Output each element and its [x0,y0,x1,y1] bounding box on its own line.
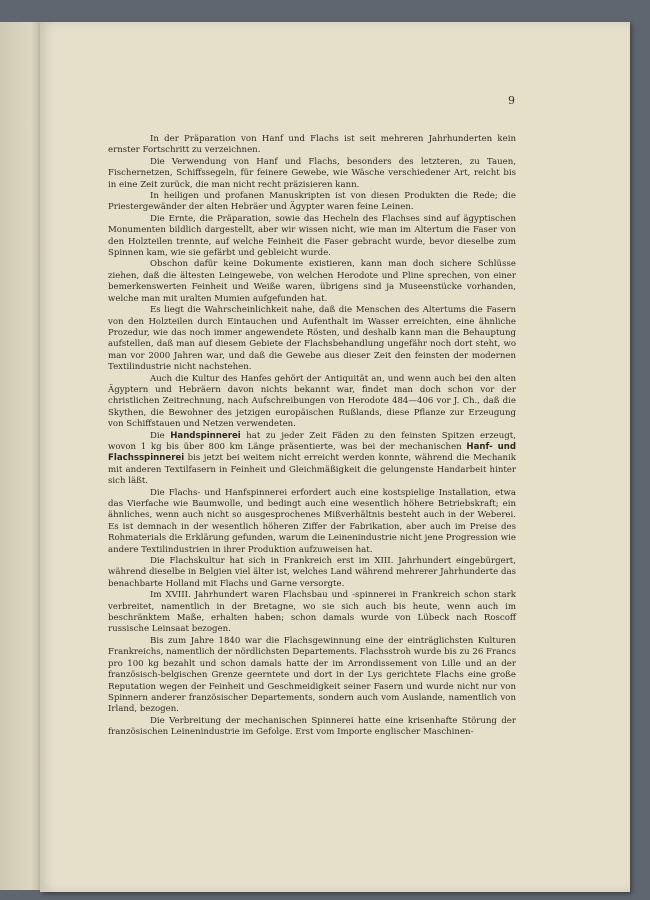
paragraph-8-text-a: Die [150,430,171,441]
facing-page-edge [0,22,44,890]
paragraph-12: Bis zum Jahre 1840 war die Flachsgewinnung eine der einträglichsten Kulturen Frankreichs, namentlich der nördlichsten Departements. Flachsstroh wurde bis zu 26 Francs pro 100 kg bezahlt und schon damals hatte der im Arrondissement von Lille und an der französisch-belgischen Grenze geerntete und dort in der Lys gerichtete Flachs eine große Reputation wegen der Feinheit und Geschmeidigkeit seiner Fasern und wurde nicht nur von Spinnern anderer französischer Departements, sondern auch vom Auslande, namentlich von Irland, bezogen. [108,635,516,715]
paragraph-13: Die Verbreitung der mechanischen Spinnerei hatte eine krisenhafte Störung der französischen Leinenindustrie im Gefolge. Erst vom Importe englischer Maschinen- [108,715,516,738]
term-handspinnerei: Handspinnerei [170,430,241,441]
paragraph-4: Die Ernte, die Präparation, sowie das Hecheln des Flachses sind auf ägyptischen Monumenten bildlich dargestellt, aber wir wissen nicht, wie man im Altertum die Faser von den Holzteilen trennte, auf welche Feinheit die Faser gebracht wurde, bevor dieselbe zum Spinnen kam, wie sie gefärbt und gebleicht wurde. [108,213,516,259]
paragraph-8-text-e: bis jetzt bei weitem nicht erreicht werden konnte, während die Mechanik mit anderen Textilfasern in Feinheit und Gleichmäßigkeit die gelungenste Handarbeit hinter sich läßt. [108,453,516,487]
paragraph-8 [108,431,516,488]
body-text [108,134,516,739]
term-hanf-flachsspinnerei: Hanf- und Flachsspinnerei [108,441,516,464]
paragraph-6: Es liegt die Wahrscheinlichkeit nahe, daß die Menschen des Altertums die Fasern von den Holzteilen durch Eintauchen und Aufenthalt im Wasser erreichten, eine ähnliche Prozedur, wie das noch immer angewendete Rösten, und deshalb kann man die Behauptung aufstellen, daß man auf diesem Gebiete der Flachsbehandlung ungefähr noch dort steht, wo man vor 2000 Jahren war, und daß die Gewebe aus dieser Zeit den feinsten der modernen Textilindustrie nicht nachstehen. [108,305,516,373]
paragraph-1: In der Präparation von Hanf und Flachs ist seit mehreren Jahrhunderten kein ernster Fortschritt zu verzeichnen. [108,134,516,156]
paragraph-3: In heiligen und profanen Manuskripten ist von diesen Produkten die Rede; die Priestergewänder der alten Hebräer und Ägypter waren feine Leinen. [108,191,516,213]
paragraph-5: Obschon dafür keine Dokumente existieren, kann man doch sichere Schlüsse ziehen, daß die ältesten Leingewebe, von welchen Herodote und Pline sprechen, von einer bemerkenswerten Feinheit und Weiße waren, übrigens sind ja Museenstücke vorhanden, welche man mit uralten Mumien aufgefunden hat. [108,259,516,304]
paragraph-9: Die Flachs- und Hanfspinnerei erfordert auch eine kostspielige Installation, etwa das Vierfache wie Baumwolle, und bedingt auch eine wesentlich höhere Betriebskraft; ein ähnliches, wenn auch nicht so ausgesprochenes Mißverhältnis besteht auch in der Weberei. Es ist demnach in der wesentlich höheren Ziffer der Fabrikation, aber auch im Preise des Rohmaterials die Erklärung gefunden, warum die Leinenindustrie nicht jene Progression wie andere Textilindustrien in ihrer Produktion aufzuweisen hat. [108,487,516,555]
paragraph-10: Die Flachskultur hat sich in Frankreich erst im XIII. Jahrhundert eingebürgert, während dieselbe in Belgien viel älter ist, welches Land während mehrerer Jahrhunderte das benachbarte Holland mit Flachs und Garne versorgte. [108,556,516,589]
page-number: 9 [508,94,515,107]
paragraph-11: Im XVIII. Jahrhundert waren Flachsbau und -spinnerei in Frankreich schon stark verbreitet, namentlich in der Bretagne, wo sie sich auch bis heute, wenn auch im beschränktem Maße, erhalten haben; schon damals wurde von Lübeck nach Roscoff russische Leinsaat bezogen. [108,590,516,635]
paragraph-7: Auch die Kultur des Hanfes gehört der Antiquität an, und wenn auch bei den alten Ägyptern und Hebräern davon nichts bekannt war, findet man doch schon vor der christlichen Zeitrechnung, nach Aufschreibungen von Herodote 484—406 vor J. Ch., daß die Skythen, die Bewohner des jetzigen europäischen Rußlands, diese Pflanze zur Erzeugung von Schiffstauen und Netzen verwendeten. [108,373,516,430]
paragraph-2: Die Verwendung von Hanf und Flachs, besonders des letzteren, zu Tauen, Fischernetzen, Schiffssegeln, für feinere Gewebe, wie Wäsche verschiedener Art, reicht bis in eine Zeit zurück, die man nicht recht präzisieren kann. [108,156,516,190]
paragraph-8-text-c: hat zu jeder Zeit Fäden zu den feinsten Spitzen erzeugt, wovon 1 kg bis über 800 km Länge präsentierte, was bei der mechanischen [108,430,516,452]
